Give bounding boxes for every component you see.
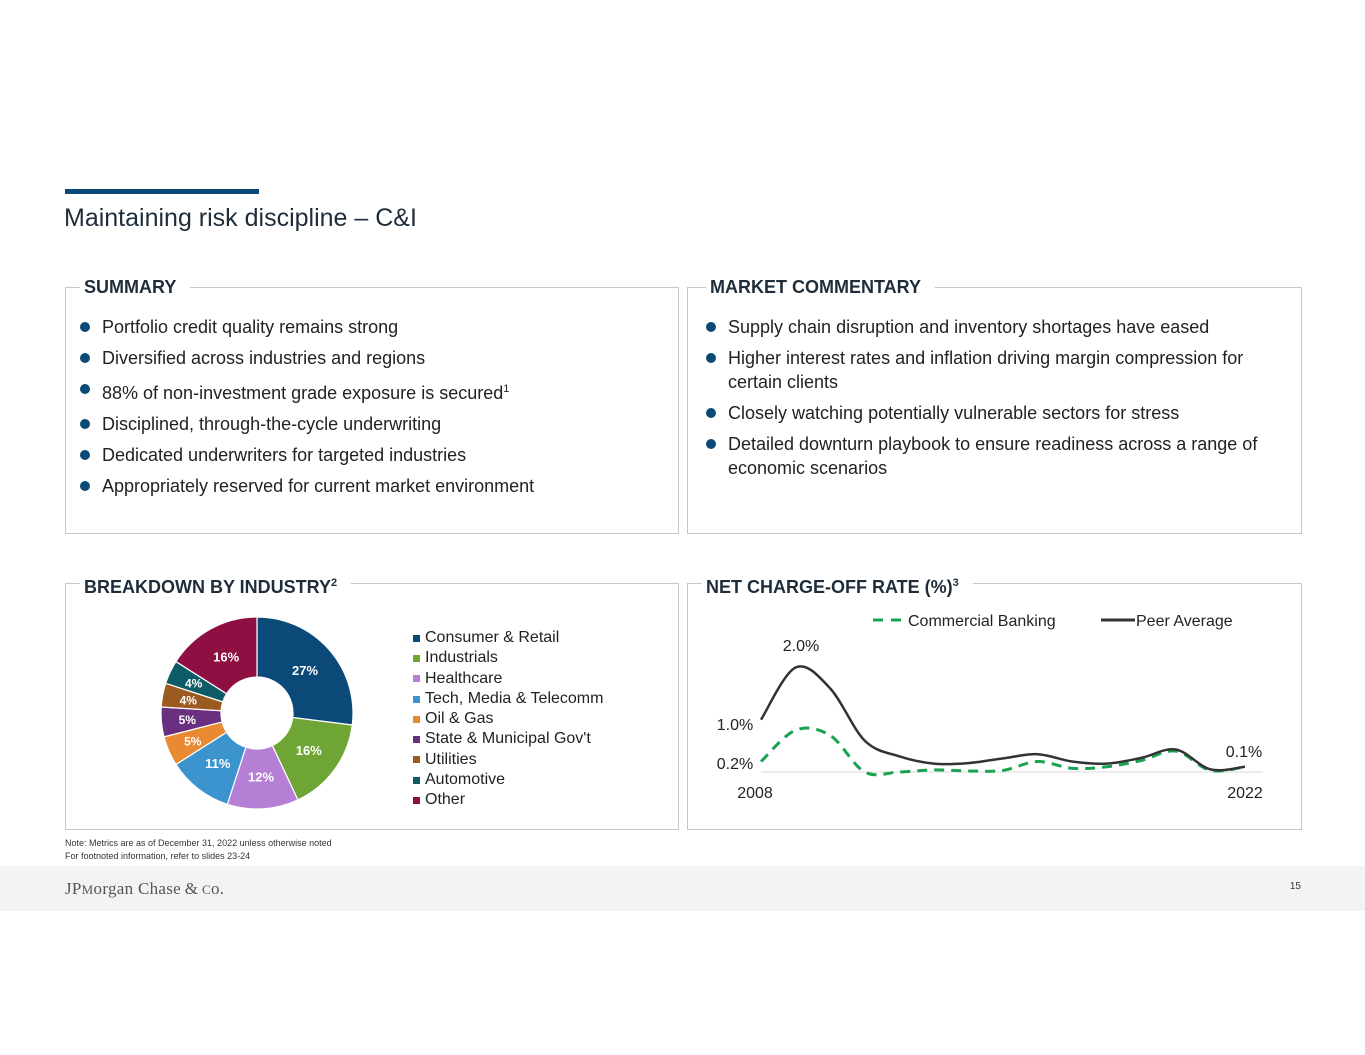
donut-slice-label: 16% (295, 743, 322, 759)
nco-header-text: NET CHARGE-OFF RATE (%) (706, 577, 953, 597)
legend-label: Commercial Banking (908, 613, 1056, 630)
x-tick-label: 2008 (737, 785, 773, 802)
market-bullet-item-text: Closely watching potentially vulnerable sectors for stress (728, 403, 1180, 423)
summary-bullet-item (80, 315, 670, 339)
market-bullet-item-text: Supply chain disruption and inventory shortages have eased (728, 317, 1210, 337)
page-title: Maintaining risk discipline – C&I (64, 204, 417, 232)
donut-slice-label: 5% (178, 713, 196, 728)
donut-slice-label: 4% (179, 693, 197, 708)
industry-donut-chart (150, 610, 365, 820)
summary-bullet-item-text: Dedicated underwriters for targeted industries (102, 445, 467, 465)
industry-legend (413, 628, 603, 811)
title-accent-rule (65, 189, 259, 194)
market-bullet-item (706, 346, 1281, 394)
donut-slice-label: 5% (184, 734, 202, 749)
series-line (761, 728, 1245, 775)
summary-bullet-item (80, 412, 670, 436)
industry-header (80, 572, 351, 598)
legend-swatch (413, 756, 420, 763)
summary-bullet-item-text: Appropriately reserved for current market environment (102, 476, 535, 496)
summary-bullet-item-text: Diversified across industries and regions (102, 348, 426, 368)
summary-header (80, 276, 190, 298)
market-commentary-panel (687, 277, 1302, 534)
legend-label: Oil & Gas (425, 710, 494, 728)
summary-bullet-item (80, 443, 670, 467)
donut-slice-label: 27% (291, 663, 319, 679)
metrics-note: Note: Metrics are as of December 31, 2022 unless otherwise noted (65, 838, 332, 848)
legend-label: State & Municipal Gov't (425, 730, 591, 748)
company-logo: JPMorgan Chase & Co. (65, 879, 225, 898)
nco-header-sup: 3 (952, 577, 959, 589)
summary-bullet-item (80, 346, 670, 370)
legend-swatch (413, 716, 420, 723)
market-header-text: MARKET COMMENTARY (710, 277, 921, 297)
summary-panel (65, 277, 679, 534)
legend-swatch (413, 635, 420, 642)
legend-item (413, 709, 603, 729)
legend-item (413, 790, 603, 810)
nco-header (702, 572, 973, 598)
legend-item (413, 750, 603, 770)
summary-bullet-item-text: 88% of non-investment grade exposure is secured (102, 383, 504, 403)
market-header (706, 276, 935, 298)
market-bullet-item (706, 401, 1281, 425)
legend-label: Utilities (425, 750, 477, 768)
legend-swatch (413, 777, 420, 784)
nco-line-chart (700, 600, 1290, 820)
summary-bullet-item (80, 474, 670, 498)
legend-swatch (413, 736, 420, 743)
legend-item (413, 628, 603, 648)
legend-label: Tech, Media & Telecomm (425, 689, 604, 707)
series-line (761, 666, 1245, 770)
legend-label: Other (425, 791, 466, 809)
page-number: 15 (1289, 881, 1301, 892)
market-bullet-item (706, 315, 1281, 339)
industry-header-text: BREAKDOWN BY INDUSTRY (84, 577, 332, 597)
summary-bullet-item-text: Portfolio credit quality remains strong (102, 317, 399, 337)
summary-bullet-item-text: Disciplined, through-the-cycle underwriting (102, 414, 442, 434)
legend-label: Consumer & Retail (425, 629, 560, 646)
industry-header-sup: 2 (331, 577, 338, 589)
donut-slice-label: 4% (184, 676, 203, 691)
legend-item (413, 689, 603, 709)
legend-label: Industrials (425, 649, 498, 667)
market-bullet-item-text: Higher interest rates and inflation driving margin compression for certain clients (728, 348, 1244, 392)
legend-swatch (413, 655, 420, 662)
summary-header-text: SUMMARY (84, 277, 177, 297)
summary-bullet-list (80, 315, 670, 505)
legend-item (413, 729, 603, 749)
footnote-reference: For footnoted information, refer to slides 23-24 (65, 851, 251, 861)
market-bullet-item-text: Detailed downturn playbook to ensure readiness across a range of economic scenarios (728, 434, 1258, 478)
market-bullet-item (706, 432, 1281, 480)
legend-label: Automotive (425, 771, 506, 789)
summary-bullet-item (80, 377, 670, 405)
legend-item (413, 770, 603, 790)
legend-swatch (413, 675, 420, 682)
legend-label: Peer Average (1136, 613, 1233, 630)
footnote-marker: 1 (503, 383, 510, 395)
legend-swatch (413, 797, 420, 804)
data-label: 0.1% (1225, 744, 1263, 761)
donut-slice-label: 12% (248, 769, 275, 785)
donut-slice-label: 16% (213, 649, 240, 665)
data-label: 2.0% (782, 638, 820, 655)
data-label: 1.0% (716, 717, 754, 734)
x-tick-label: 2022 (1227, 785, 1263, 802)
market-bullet-list (706, 315, 1281, 487)
legend-label: Healthcare (425, 669, 503, 687)
legend-item (413, 669, 603, 689)
legend-item (413, 648, 603, 668)
donut-slice-label: 11% (205, 756, 231, 772)
data-label: 0.2% (716, 756, 754, 773)
legend-swatch (413, 696, 420, 703)
